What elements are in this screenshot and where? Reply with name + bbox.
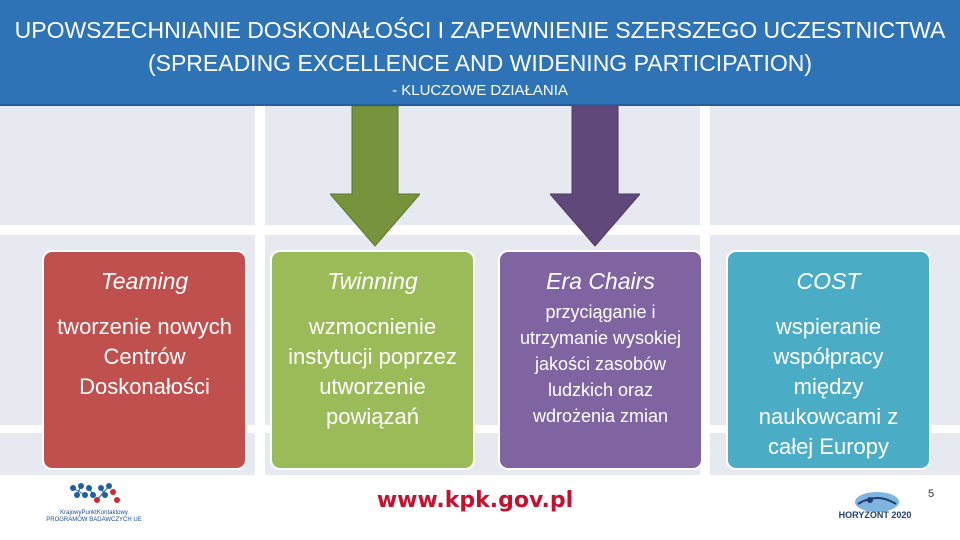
card-title: Twinning: [327, 268, 418, 294]
title-line-2: (SPREADING EXCELLENCE AND WIDENING PARTICIPATION): [147, 50, 813, 76]
page-title: [0, 14, 960, 80]
kpk-logo-text: KrajowyPunktKontaktowy PROGRAMÓW BADAWCZYCH UE: [46, 510, 142, 523]
purple-arrow-shape: [550, 106, 640, 246]
card-title: Era Chairs: [546, 268, 655, 294]
green-arrow: [330, 106, 420, 248]
card-description: tworzenie nowych Centrów Doskonałości: [57, 314, 232, 399]
title-line-1: UPOWSZECHNIANIE DOSKONAŁOŚCI I ZAPEWNIENIE SZERSZEGO UCZESTNICTWA: [14, 17, 946, 43]
website-link[interactable]: www.kpk.gov.pl: [376, 488, 574, 513]
card-cost: [726, 250, 931, 470]
green-arrow-shape: [330, 106, 420, 246]
page-subtitle: - KLUCZOWE DZIAŁANIA: [392, 82, 568, 99]
card-title: COST: [796, 268, 861, 294]
card-twinning: [270, 250, 475, 470]
card-title: Teaming: [100, 268, 189, 294]
card-era-chairs: [498, 250, 703, 470]
kpk-logo-icon: [35, 480, 155, 532]
horizon-2020-logo-text: HORYZONT 2020: [838, 510, 912, 520]
card-description: wzmocnienie instytucji poprzez utworzenie powiązań: [288, 314, 457, 429]
page-number: 5: [928, 488, 935, 500]
card-description: wspieranie współpracy między naukowcami z całej Europy: [758, 314, 899, 459]
card-teaming: [42, 250, 247, 470]
purple-arrow: [550, 106, 640, 248]
header-banner: [0, 0, 960, 106]
card-description: przyciąganie i utrzymanie wysokiej jakości zasobów ludzkich oraz wdrożenia zmian: [519, 302, 682, 426]
